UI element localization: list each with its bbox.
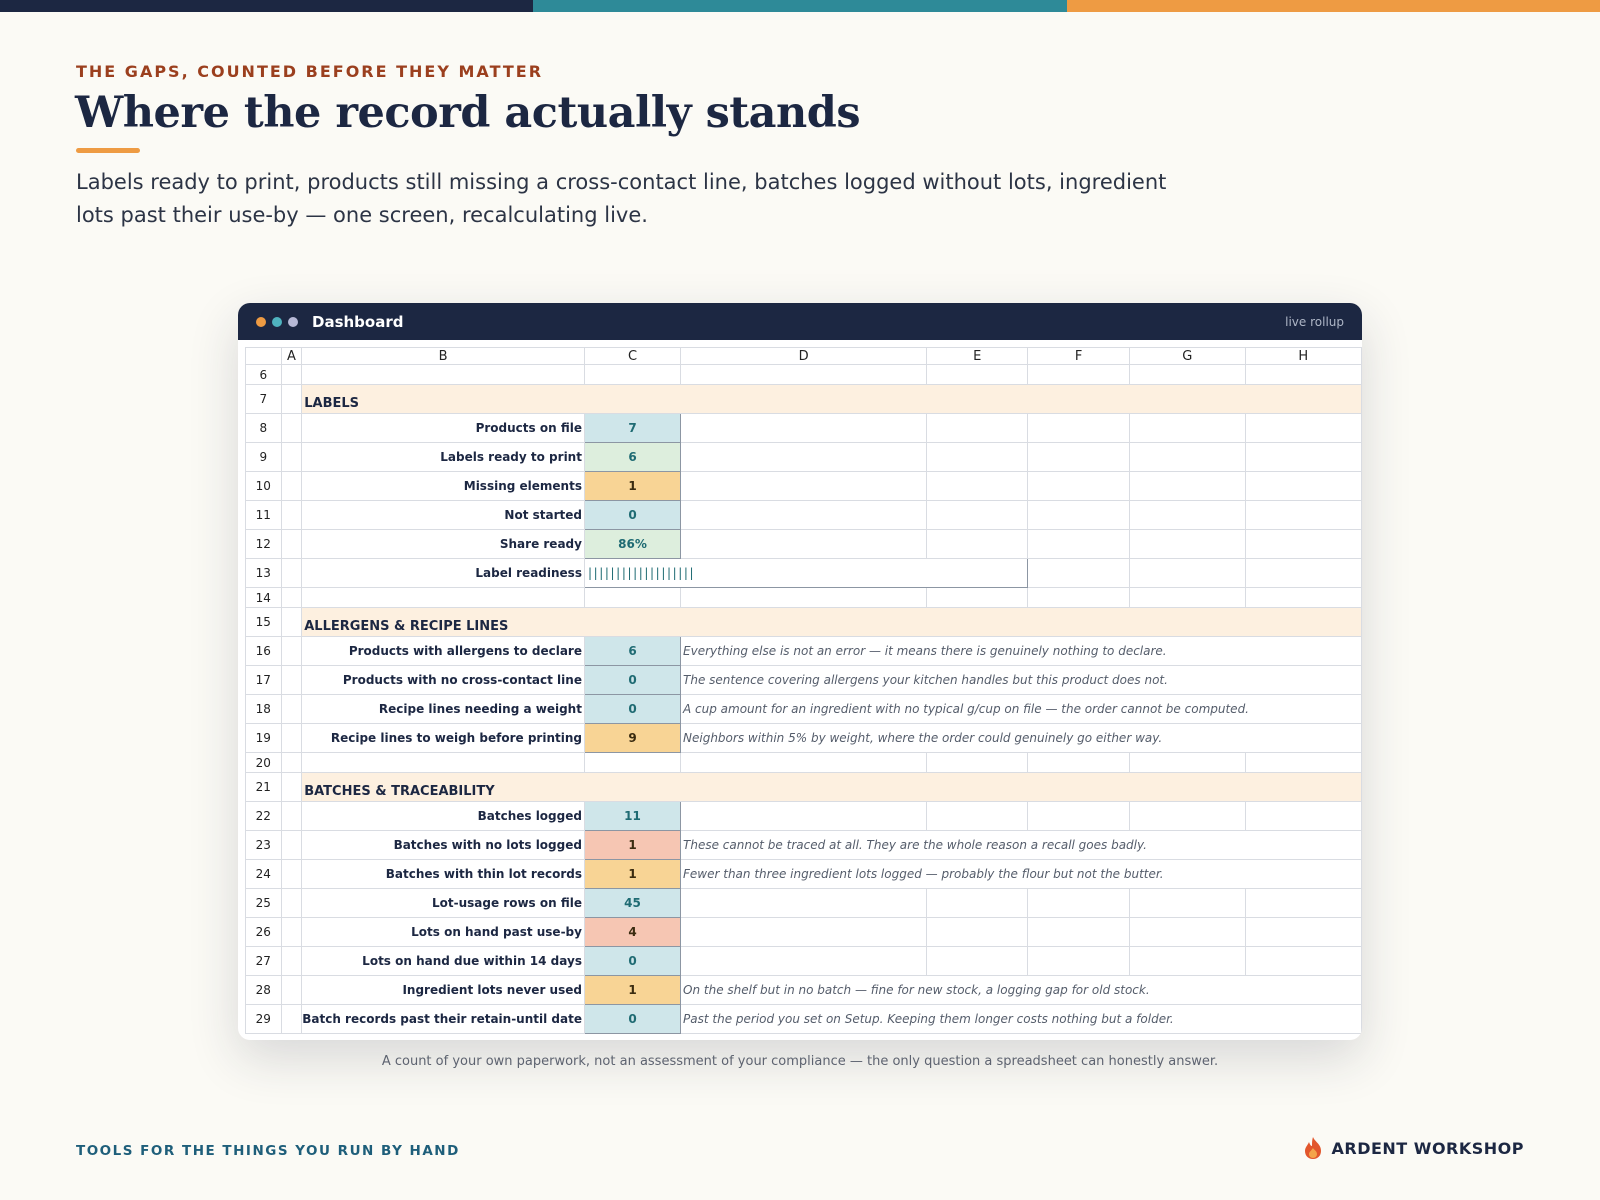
- empty-cell[interactable]: [681, 414, 927, 443]
- empty-cell[interactable]: [281, 918, 302, 947]
- sheet-row: [246, 695, 1362, 724]
- row-number[interactable]: 16: [246, 637, 282, 666]
- row-number[interactable]: 28: [246, 976, 282, 1005]
- empty-cell[interactable]: [281, 947, 302, 976]
- empty-cell[interactable]: [1028, 753, 1130, 773]
- row-number[interactable]: 6: [246, 365, 282, 385]
- row-number[interactable]: 7: [246, 385, 282, 414]
- empty-cell[interactable]: [1028, 889, 1130, 918]
- sheet-row: [246, 724, 1362, 753]
- metric-note[interactable]: Fewer than three ingredient lots logged — probably the flour but not the butter.: [681, 860, 1362, 889]
- metric-value[interactable]: 7: [584, 414, 680, 443]
- metric-label[interactable]: Lots on hand due within 14 days: [302, 947, 585, 976]
- empty-cell[interactable]: [1028, 947, 1130, 976]
- empty-cell[interactable]: [927, 889, 1028, 918]
- metric-value[interactable]: 0: [584, 695, 680, 724]
- empty-cell[interactable]: [1245, 559, 1362, 588]
- metric-label[interactable]: Labels ready to print: [302, 443, 585, 472]
- column-header-c[interactable]: C: [584, 348, 680, 365]
- metric-label[interactable]: Lot-usage rows on file: [302, 889, 585, 918]
- metric-value[interactable]: 9: [584, 724, 680, 753]
- sheet-row: [246, 889, 1362, 918]
- empty-cell[interactable]: [281, 753, 302, 773]
- row-number[interactable]: 9: [246, 443, 282, 472]
- empty-cell[interactable]: [281, 1005, 302, 1034]
- metric-value[interactable]: 0: [584, 666, 680, 695]
- row-number[interactable]: 14: [246, 588, 282, 608]
- row-number[interactable]: 11: [246, 501, 282, 530]
- page-subtitle: Labels ready to print, products still missing a cross-contact line, batches logged without lots, ingredient lots past their use-by — one screen, recalculating live.: [76, 170, 1167, 227]
- window-titlebar: [238, 303, 1362, 340]
- metric-value[interactable]: 86%: [584, 530, 680, 559]
- column-header-g[interactable]: G: [1130, 348, 1245, 365]
- empty-cell[interactable]: [1130, 947, 1245, 976]
- column-header-b[interactable]: B: [302, 348, 585, 365]
- empty-cell[interactable]: [1028, 530, 1130, 559]
- empty-cell[interactable]: [281, 773, 302, 802]
- empty-cell[interactable]: [927, 918, 1028, 947]
- empty-cell[interactable]: [1028, 443, 1130, 472]
- row-number[interactable]: 23: [246, 831, 282, 860]
- metric-label[interactable]: Recipe lines to weigh before printing: [302, 724, 585, 753]
- empty-cell[interactable]: [1028, 501, 1130, 530]
- metric-value[interactable]: 0: [584, 501, 680, 530]
- empty-cell[interactable]: [1245, 918, 1362, 947]
- sheet-row: [246, 414, 1362, 443]
- column-header-d[interactable]: D: [681, 348, 927, 365]
- empty-cell[interactable]: [281, 385, 302, 414]
- metric-label[interactable]: Lots on hand past use-by: [302, 918, 585, 947]
- empty-cell[interactable]: [281, 530, 302, 559]
- empty-cell[interactable]: [927, 802, 1028, 831]
- empty-cell[interactable]: [281, 637, 302, 666]
- sheet-row: [246, 831, 1362, 860]
- row-number[interactable]: 24: [246, 860, 282, 889]
- empty-cell[interactable]: [281, 860, 302, 889]
- brand[interactable]: [1302, 1136, 1525, 1160]
- eyebrow-label: THE GAPS, COUNTED BEFORE THEY MATTER: [76, 62, 544, 81]
- empty-cell[interactable]: [1245, 414, 1362, 443]
- empty-cell[interactable]: [1130, 472, 1245, 501]
- row-number[interactable]: 8: [246, 414, 282, 443]
- empty-cell[interactable]: [584, 753, 680, 773]
- empty-cell[interactable]: [1028, 802, 1130, 831]
- metric-label[interactable]: Batches with thin lot records: [302, 860, 585, 889]
- sheet-row: [246, 530, 1362, 559]
- empty-cell[interactable]: [927, 530, 1028, 559]
- window-dot-orange-icon: [256, 317, 266, 327]
- row-number[interactable]: 26: [246, 918, 282, 947]
- empty-cell[interactable]: [281, 472, 302, 501]
- footer-tagline: TOOLS FOR THE THINGS YOU RUN BY HAND: [76, 1143, 460, 1159]
- metric-note[interactable]: Everything else is not an error — it means there is genuinely nothing to declare.: [681, 637, 1362, 666]
- metric-note[interactable]: Past the period you set on Setup. Keeping them longer costs nothing but a folder.: [681, 1005, 1362, 1034]
- empty-cell[interactable]: [1130, 802, 1245, 831]
- empty-cell[interactable]: [1028, 918, 1130, 947]
- empty-cell[interactable]: [1028, 559, 1130, 588]
- empty-cell[interactable]: [302, 753, 585, 773]
- empty-cell[interactable]: [681, 947, 927, 976]
- sheet-row: [246, 802, 1362, 831]
- readiness-bar: |||||||||||||||||||: [584, 559, 1027, 588]
- empty-cell[interactable]: [1130, 559, 1245, 588]
- row-number[interactable]: 18: [246, 695, 282, 724]
- metric-label[interactable]: Share ready: [302, 530, 585, 559]
- column-header-e[interactable]: E: [927, 348, 1028, 365]
- row-number[interactable]: 15: [246, 608, 282, 637]
- window-dot-lavender-icon: [288, 317, 298, 327]
- sheet-row: [246, 501, 1362, 530]
- column-header-h[interactable]: H: [1245, 348, 1362, 365]
- empty-cell[interactable]: [1130, 588, 1245, 608]
- sheet-row: [246, 773, 1362, 802]
- row-number[interactable]: 22: [246, 802, 282, 831]
- empty-cell[interactable]: [927, 947, 1028, 976]
- metric-value[interactable]: 0: [584, 947, 680, 976]
- empty-cell[interactable]: [1245, 947, 1362, 976]
- row-number[interactable]: 19: [246, 724, 282, 753]
- section-header[interactable]: LABELS: [302, 385, 1362, 414]
- sheet-row: [246, 588, 1362, 608]
- empty-cell[interactable]: [1130, 753, 1245, 773]
- sheet-row: [246, 918, 1362, 947]
- spreadsheet[interactable]: [245, 347, 1362, 1034]
- accent-segment-navy: [0, 0, 533, 12]
- empty-cell[interactable]: [1245, 501, 1362, 530]
- empty-cell[interactable]: [1245, 443, 1362, 472]
- empty-cell[interactable]: [281, 588, 302, 608]
- empty-cell[interactable]: [1130, 414, 1245, 443]
- window-dot-teal-icon: [272, 317, 282, 327]
- empty-cell[interactable]: [1245, 365, 1362, 385]
- empty-cell[interactable]: [1130, 918, 1245, 947]
- empty-cell[interactable]: [927, 443, 1028, 472]
- row-number[interactable]: 17: [246, 666, 282, 695]
- sheet-row: [246, 365, 1362, 385]
- metric-value[interactable]: 1: [584, 831, 680, 860]
- metric-note[interactable]: Neighbors within 5% by weight, where the order could genuinely go either way.: [681, 724, 1362, 753]
- metric-label[interactable]: Label readiness: [302, 559, 585, 588]
- metric-label[interactable]: Not started: [302, 501, 585, 530]
- empty-cell[interactable]: [1028, 414, 1130, 443]
- empty-cell[interactable]: [281, 559, 302, 588]
- empty-cell[interactable]: [1130, 501, 1245, 530]
- metric-value[interactable]: 6: [584, 637, 680, 666]
- metric-label[interactable]: Batches logged: [302, 802, 585, 831]
- empty-cell[interactable]: [281, 724, 302, 753]
- row-number[interactable]: 27: [246, 947, 282, 976]
- metric-label[interactable]: Products on file: [302, 414, 585, 443]
- metric-label[interactable]: Ingredient lots never used: [302, 976, 585, 1005]
- empty-cell[interactable]: [281, 365, 302, 385]
- empty-cell[interactable]: [1130, 530, 1245, 559]
- dashboard-caption: A count of your own paperwork, not an assessment of your compliance — the only question a spreadsheet can honestly answer.: [381, 1054, 1219, 1069]
- empty-cell[interactable]: [281, 666, 302, 695]
- empty-cell[interactable]: [927, 414, 1028, 443]
- metric-value[interactable]: 1: [584, 976, 680, 1005]
- empty-cell[interactable]: [1245, 472, 1362, 501]
- empty-cell[interactable]: [1245, 588, 1362, 608]
- title-underline: [76, 148, 140, 153]
- empty-cell[interactable]: [927, 753, 1028, 773]
- empty-cell[interactable]: [281, 976, 302, 1005]
- metric-label[interactable]: Batches with no lots logged: [302, 831, 585, 860]
- section-header[interactable]: BATCHES & TRACEABILITY: [302, 773, 1362, 802]
- spreadsheet-grid[interactable]: [245, 347, 1362, 1034]
- row-number[interactable]: 21: [246, 773, 282, 802]
- empty-cell[interactable]: [1245, 889, 1362, 918]
- empty-cell[interactable]: [281, 802, 302, 831]
- metric-label[interactable]: Batch records past their retain-until date: [302, 1005, 585, 1034]
- metric-value[interactable]: 1: [584, 472, 680, 501]
- top-accent-bar: [0, 0, 1600, 12]
- row-number[interactable]: 13: [246, 559, 282, 588]
- empty-cell[interactable]: [681, 588, 927, 608]
- empty-cell[interactable]: [302, 588, 585, 608]
- empty-cell[interactable]: [281, 831, 302, 860]
- empty-cell[interactable]: [927, 365, 1028, 385]
- empty-cell[interactable]: [681, 918, 927, 947]
- row-number[interactable]: 29: [246, 1005, 282, 1034]
- dashboard-window: [238, 303, 1362, 1040]
- empty-cell[interactable]: [281, 608, 302, 637]
- empty-cell[interactable]: [1130, 443, 1245, 472]
- row-number[interactable]: 25: [246, 889, 282, 918]
- column-header-a[interactable]: A: [281, 348, 302, 365]
- sheet-row: [246, 385, 1362, 414]
- sheet-row: [246, 947, 1362, 976]
- empty-cell[interactable]: [681, 501, 927, 530]
- empty-cell[interactable]: [1245, 753, 1362, 773]
- sheet-row: [246, 666, 1362, 695]
- metric-value[interactable]: 6: [584, 443, 680, 472]
- metric-note[interactable]: A cup amount for an ingredient with no typical g/cup on file — the order cannot be computed.: [681, 695, 1362, 724]
- empty-cell[interactable]: [281, 695, 302, 724]
- empty-cell[interactable]: [281, 414, 302, 443]
- page-title: Where the record actually stands: [75, 88, 861, 138]
- sheet-row: [246, 753, 1362, 773]
- empty-cell[interactable]: [1245, 802, 1362, 831]
- sheet-row: [246, 559, 1362, 588]
- empty-cell[interactable]: [584, 365, 680, 385]
- corner-cell[interactable]: [246, 348, 282, 365]
- empty-cell[interactable]: [681, 753, 927, 773]
- empty-cell[interactable]: [681, 365, 927, 385]
- empty-cell[interactable]: [302, 365, 585, 385]
- sheet-row: [246, 608, 1362, 637]
- brand-name: ARDENT WORKSHOP: [1331, 1138, 1524, 1158]
- accent-segment-teal: [533, 0, 1066, 12]
- row-number[interactable]: 10: [246, 472, 282, 501]
- metric-note[interactable]: These cannot be traced at all. They are the whole reason a recall goes badly.: [681, 831, 1362, 860]
- empty-cell[interactable]: [681, 530, 927, 559]
- empty-cell[interactable]: [681, 443, 927, 472]
- metric-note[interactable]: On the shelf but in no batch — fine for new stock, a logging gap for old stock.: [681, 976, 1362, 1005]
- empty-cell[interactable]: [681, 802, 927, 831]
- empty-cell[interactable]: [1028, 588, 1130, 608]
- empty-cell[interactable]: [681, 889, 927, 918]
- section-header[interactable]: ALLERGENS & RECIPE LINES: [302, 608, 1362, 637]
- empty-cell[interactable]: [927, 588, 1028, 608]
- row-number[interactable]: 20: [246, 753, 282, 773]
- sheet-row: [246, 860, 1362, 889]
- flame-icon: [1302, 1136, 1324, 1160]
- empty-cell[interactable]: [281, 443, 302, 472]
- empty-cell[interactable]: [1130, 889, 1245, 918]
- row-number[interactable]: 12: [246, 530, 282, 559]
- metric-label[interactable]: Missing elements: [302, 472, 585, 501]
- empty-cell[interactable]: [584, 588, 680, 608]
- sheet-row: [246, 472, 1362, 501]
- metric-value[interactable]: 0: [584, 1005, 680, 1034]
- empty-cell[interactable]: [927, 501, 1028, 530]
- empty-cell[interactable]: [927, 472, 1028, 501]
- accent-segment-orange: [1067, 0, 1600, 12]
- metric-label[interactable]: Products with no cross-contact line: [302, 666, 585, 695]
- empty-cell[interactable]: [1028, 472, 1130, 501]
- empty-cell[interactable]: [1130, 365, 1245, 385]
- column-header-f[interactable]: F: [1028, 348, 1130, 365]
- metric-value[interactable]: 4: [584, 918, 680, 947]
- empty-cell[interactable]: [281, 501, 302, 530]
- metric-label[interactable]: Recipe lines needing a weight: [302, 695, 585, 724]
- sheet-row: [246, 637, 1362, 666]
- metric-note[interactable]: The sentence covering allergens your kitchen handles but this product does not.: [681, 666, 1362, 695]
- column-header-row: [246, 348, 1362, 365]
- sheet-row: [246, 1005, 1362, 1034]
- metric-value[interactable]: 11: [584, 802, 680, 831]
- window-title: Dashboard: [312, 312, 404, 331]
- metric-label[interactable]: Products with allergens to declare: [302, 637, 585, 666]
- sheet-row: [246, 976, 1362, 1005]
- metric-value[interactable]: 1: [584, 860, 680, 889]
- empty-cell[interactable]: [1245, 530, 1362, 559]
- sheet-row: [246, 443, 1362, 472]
- empty-cell[interactable]: [681, 472, 927, 501]
- metric-value[interactable]: 45: [584, 889, 680, 918]
- window-status-label: live rollup: [1285, 314, 1344, 329]
- empty-cell[interactable]: [281, 889, 302, 918]
- empty-cell[interactable]: [1028, 365, 1130, 385]
